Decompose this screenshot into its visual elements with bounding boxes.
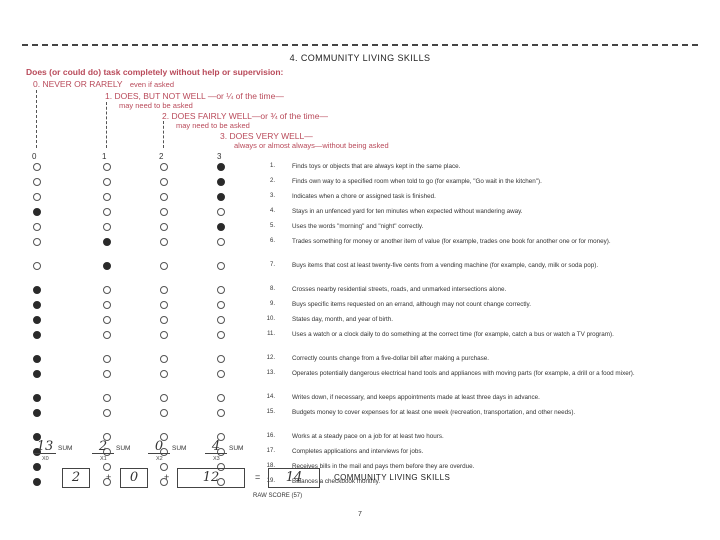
sum-x3-value: 4 <box>205 440 227 454</box>
rating-bubble-0[interactable] <box>33 463 41 471</box>
rating-bubble-1[interactable] <box>103 301 111 309</box>
rating-bubble-0[interactable] <box>33 301 41 309</box>
rating-bubble-0[interactable] <box>33 286 41 294</box>
column-number-3: 3 <box>217 152 222 161</box>
rating-bubble-1[interactable] <box>103 262 111 270</box>
rating-bubble-3[interactable] <box>217 163 225 171</box>
rating-level-3-sub: always or almost always—without being asked <box>234 141 389 150</box>
rating-bubble-2[interactable] <box>160 262 168 270</box>
rating-bubble-2[interactable] <box>160 301 168 309</box>
rating-bubble-0[interactable] <box>33 208 41 216</box>
item-number: 13. <box>266 370 275 376</box>
item-number: 17. <box>266 448 275 454</box>
rating-bubble-2[interactable] <box>160 238 168 246</box>
rating-bubble-3[interactable] <box>217 238 225 246</box>
rating-level-0 <box>33 79 174 90</box>
rating-bubble-2[interactable] <box>160 193 168 201</box>
level-guide-line-0 <box>36 90 37 148</box>
item-text: Stays in an unfenced yard for ten minutes when expected without wandering away. <box>292 208 523 215</box>
rating-bubble-2[interactable] <box>160 163 168 171</box>
rating-level-1-sub: may need to be asked <box>119 101 193 110</box>
item-text: Uses a watch or a clock daily to do something at the correct time (for example, catch a bus or watch a TV program). <box>292 331 614 338</box>
rating-bubble-2[interactable] <box>160 394 168 402</box>
sum-x0 <box>34 440 72 454</box>
rating-bubble-1[interactable] <box>103 463 111 471</box>
rating-bubble-0[interactable] <box>33 178 41 186</box>
rating-level-3-main: 3. DOES VERY WELL— <box>220 131 313 141</box>
item-number: 1. <box>269 163 275 169</box>
rating-level-1 <box>105 91 284 111</box>
item-text: Works at a steady pace on a job for at least two hours. <box>292 433 444 440</box>
rating-bubble-1[interactable] <box>103 316 111 324</box>
rating-bubble-2[interactable] <box>160 463 168 471</box>
page-number: 7 <box>358 511 362 518</box>
rating-bubble-1[interactable] <box>103 394 111 402</box>
rating-bubble-3[interactable] <box>217 409 225 417</box>
rating-bubble-2[interactable] <box>160 409 168 417</box>
sum-x3-label: SUM <box>229 445 244 452</box>
rating-bubble-1[interactable] <box>103 409 111 417</box>
rating-bubble-2[interactable] <box>160 355 168 363</box>
rating-bubble-3[interactable] <box>217 193 225 201</box>
score-label: COMMUNITY LIVING SKILLS <box>334 473 451 482</box>
score-box-1[interactable]: 2 <box>62 468 90 488</box>
item-text: Trades something for money or another item of value (for example, trades one book for another one or for money). <box>292 238 611 245</box>
rating-bubble-2[interactable] <box>160 331 168 339</box>
item-number: 3. <box>269 193 275 199</box>
score-box-2[interactable]: 0 <box>120 468 148 488</box>
rating-bubble-2[interactable] <box>160 178 168 186</box>
sum-x2-label: SUM <box>172 445 187 452</box>
rating-level-2-main: 2. DOES FAIRLY WELL—or ¾ of the time— <box>162 111 328 121</box>
item-number: 10. <box>266 316 275 322</box>
rating-bubble-0[interactable] <box>33 331 41 339</box>
column-number-0: 0 <box>32 152 37 161</box>
level-guide-line-1 <box>106 102 107 148</box>
rating-level-2 <box>162 111 328 131</box>
instruction-text: Does (or could do) task completely without help or supervision: <box>26 67 284 77</box>
column-number-1: 1 <box>102 152 107 161</box>
rating-level-0-sub: even if asked <box>129 80 175 89</box>
item-text: Correctly counts change from a five-dollar bill after making a purchase. <box>292 355 490 362</box>
rating-bubble-3[interactable] <box>217 208 225 216</box>
rating-bubble-0[interactable] <box>33 163 41 171</box>
rating-bubble-0[interactable] <box>33 316 41 324</box>
rating-bubble-1[interactable] <box>103 178 111 186</box>
sum-x1-sub: X1 <box>100 456 107 462</box>
score-box-3[interactable]: 12 <box>177 468 245 488</box>
item-number: 18. <box>266 463 275 469</box>
equals-operator: = <box>255 472 261 482</box>
rating-bubble-3[interactable] <box>217 394 225 402</box>
item-number: 16. <box>266 433 275 439</box>
rating-level-0-main: 0. NEVER OR RARELY <box>33 79 123 89</box>
item-number: 5. <box>269 223 275 229</box>
item-text: Finds toys or objects that are always kept in the same place. <box>292 163 461 170</box>
rating-bubble-1[interactable] <box>103 355 111 363</box>
sum-x2-value: 0 <box>148 440 170 454</box>
column-number-2: 2 <box>159 152 164 161</box>
rating-bubble-2[interactable] <box>160 208 168 216</box>
item-text: Writes down, if necessary, and keeps appointments made at least three days in advance. <box>292 394 540 401</box>
rating-bubble-1[interactable] <box>103 208 111 216</box>
plus-operator-1: + <box>106 472 112 482</box>
rating-bubble-3[interactable] <box>217 355 225 363</box>
sum-x0-label: SUM <box>58 445 73 452</box>
item-number: 14. <box>266 394 275 400</box>
rating-level-2-sub: may need to be asked <box>176 121 250 130</box>
rating-bubble-1[interactable] <box>103 238 111 246</box>
rating-bubble-1[interactable] <box>103 370 111 378</box>
item-number: 2. <box>269 178 275 184</box>
rating-bubble-1[interactable] <box>103 223 111 231</box>
sum-x2 <box>148 440 186 454</box>
rating-bubble-3[interactable] <box>217 370 225 378</box>
rating-bubble-3[interactable] <box>217 331 225 339</box>
sum-x3 <box>205 440 243 454</box>
rating-bubble-0[interactable] <box>33 223 41 231</box>
rating-bubble-0[interactable] <box>33 238 41 246</box>
raw-score-label: RAW SCORE (57) <box>253 493 303 499</box>
section-title: 4. COMMUNITY LIVING SKILLS <box>289 53 431 63</box>
item-number: 19. <box>266 478 275 484</box>
rating-bubble-0[interactable] <box>33 370 41 378</box>
rating-bubble-2[interactable] <box>160 316 168 324</box>
item-text: Operates potentially dangerous electrical hand tools and appliances with moving parts (for example, a drill or a food mixer). <box>292 370 635 377</box>
rating-bubble-3[interactable] <box>217 178 225 186</box>
rating-bubble-1[interactable] <box>103 331 111 339</box>
rating-bubble-0[interactable] <box>33 394 41 402</box>
item-number: 7. <box>269 262 275 268</box>
item-text: Finds own way to a specified room when told to go (for example, "Go wait in the kitchen"). <box>292 178 542 185</box>
item-text: Balances a checkbook monthly. <box>292 478 381 485</box>
sum-x2-sub: X2 <box>156 456 163 462</box>
rating-bubble-1[interactable] <box>103 286 111 294</box>
rating-level-3 <box>220 131 389 151</box>
rating-bubble-3[interactable] <box>217 223 225 231</box>
item-text: Buys specific items requested on an errand, although may not count change correctly. <box>292 301 531 308</box>
rating-level-1-main: 1. DOES, BUT NOT WELL —or ¼ of the time— <box>105 91 284 101</box>
item-number: 9. <box>269 301 275 307</box>
rating-bubble-1[interactable] <box>103 193 111 201</box>
plus-operator-2: + <box>164 472 170 482</box>
item-number: 8. <box>269 286 275 292</box>
rating-bubble-2[interactable] <box>160 370 168 378</box>
rating-bubble-0[interactable] <box>33 409 41 417</box>
rating-bubble-0[interactable] <box>33 478 41 486</box>
item-text: Crosses nearby residential streets, roads, and unmarked intersections alone. <box>292 286 507 293</box>
rating-bubble-0[interactable] <box>33 355 41 363</box>
item-text: Uses the words "morning" and "night" correctly. <box>292 223 424 230</box>
rating-bubble-2[interactable] <box>160 223 168 231</box>
item-number: 4. <box>269 208 275 214</box>
item-number: 12. <box>266 355 275 361</box>
dashed-separator <box>22 44 698 46</box>
rating-bubble-0[interactable] <box>33 193 41 201</box>
sum-x0-value: 13 <box>34 440 56 454</box>
rating-bubble-3[interactable] <box>217 316 225 324</box>
rating-bubble-3[interactable] <box>217 301 225 309</box>
sum-x1-value: 2 <box>92 440 114 454</box>
sum-x1 <box>92 440 130 454</box>
item-text: States day, month, and year of birth. <box>292 316 394 323</box>
rating-bubble-3[interactable] <box>217 286 225 294</box>
item-number: 15. <box>266 409 275 415</box>
item-text: Completes applications and interviews for jobs. <box>292 448 424 455</box>
sum-x3-sub: X3 <box>213 456 220 462</box>
sum-x1-label: SUM <box>116 445 131 452</box>
item-text: Buys items that cost at least twenty-five cents from a vending machine (for example, candy, milk or soda pop). <box>292 262 599 269</box>
rating-bubble-2[interactable] <box>160 286 168 294</box>
raw-score-box[interactable]: 14 <box>268 468 320 488</box>
sum-x0-sub: X0 <box>42 456 49 462</box>
item-number: 6. <box>269 238 275 244</box>
item-text: Budgets money to cover expenses for at least one week (recreation, transportation, and other needs). <box>292 409 576 416</box>
item-text: Receives bills in the mail and pays them before they are overdue. <box>292 463 475 470</box>
rating-bubble-3[interactable] <box>217 262 225 270</box>
item-number: 11. <box>267 331 275 337</box>
rating-bubble-1[interactable] <box>103 163 111 171</box>
item-text: Indicates when a chore or assigned task is finished. <box>292 193 436 200</box>
level-guide-line-2 <box>163 121 164 148</box>
rating-bubble-0[interactable] <box>33 262 41 270</box>
